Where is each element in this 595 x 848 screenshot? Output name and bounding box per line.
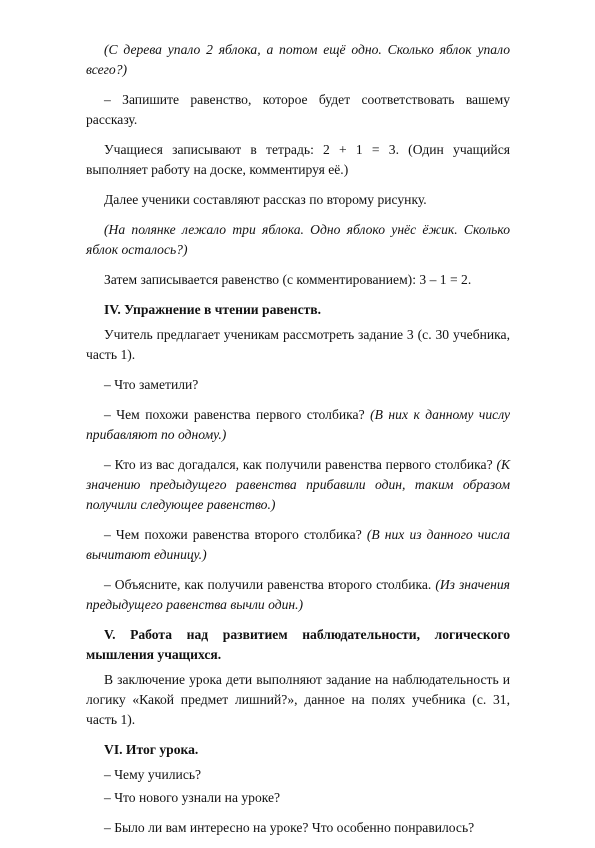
q4-answer: (В них из данного числа вычитают единицу.) <box>86 527 510 562</box>
story-2: (На полянке лежало три яблока. Одно яблоко унёс ёжик. Сколько яблок осталось?) <box>86 222 510 257</box>
q2-question: – Чем похожи равенства первого столбика? <box>104 407 371 422</box>
section-4-q5 <box>86 575 510 615</box>
story-1: (С дерева упало 2 яблока, а потом ещё одно. Сколько яблок упало всего?) <box>86 42 510 77</box>
students-write: Учащиеся записывают в тетрадь: 2 + 1 = 3. (Один учащийся выполняет работу на доске, комментируя её.) <box>86 142 510 177</box>
section-4-intro: Учитель предлагает ученикам рассмотреть задание 3 (с. 30 учебника, часть 1). <box>86 327 510 362</box>
q5-answer: (Из значения предыдущего равенства вычли один.) <box>86 577 511 612</box>
section-6-q1: – Чему учились? <box>104 767 202 782</box>
section-6-q2: – Что нового узнали на уроке? <box>104 790 281 805</box>
q3-answer: (К значению предыдущего равенства прибавили один, таким образом получили следующее равенство.) <box>86 457 510 512</box>
section-5-heading: V. Работа над развитием наблюдательности, логического мышления учащихся. <box>86 627 510 662</box>
document-page <box>86 40 510 848</box>
q4-question: – Чем похожи равенства второго столбика? <box>104 527 367 542</box>
section-4-q2 <box>86 405 510 445</box>
section-4-heading: IV. Упражнение в чтении равенств. <box>104 302 322 317</box>
second-picture-story: Далее ученики составляют рассказ по второму рисунку. <box>104 192 427 207</box>
section-6-heading: VI. Итог урока. <box>104 742 199 757</box>
section-6-q3: – Было ли вам интересно на уроке? Что особенно понравилось? <box>104 820 475 835</box>
instruction-write-equation: – Запишите равенство, которое будет соответствовать вашему рассказу. <box>86 92 510 127</box>
q3-question: – Кто из вас догадался, как получили равенства первого столбика? <box>104 457 497 472</box>
section-4-q3 <box>86 455 510 515</box>
q2-answer: (В них к данному числу прибавляют по одному.) <box>86 407 510 442</box>
equation-written: Затем записывается равенство (с комментированием): 3 – 1 = 2. <box>104 272 472 287</box>
section-5-body: В заключение урока дети выполняют задание на наблюдательность и логику «Какой предмет лишний?», данное на полях учебника (с. 31, часть 1). <box>86 672 510 727</box>
q5-question: – Объясните, как получили равенства второго столбика. <box>104 577 436 592</box>
section-4-q1: – Что заметили? <box>104 377 199 392</box>
section-4-q4 <box>86 525 510 565</box>
